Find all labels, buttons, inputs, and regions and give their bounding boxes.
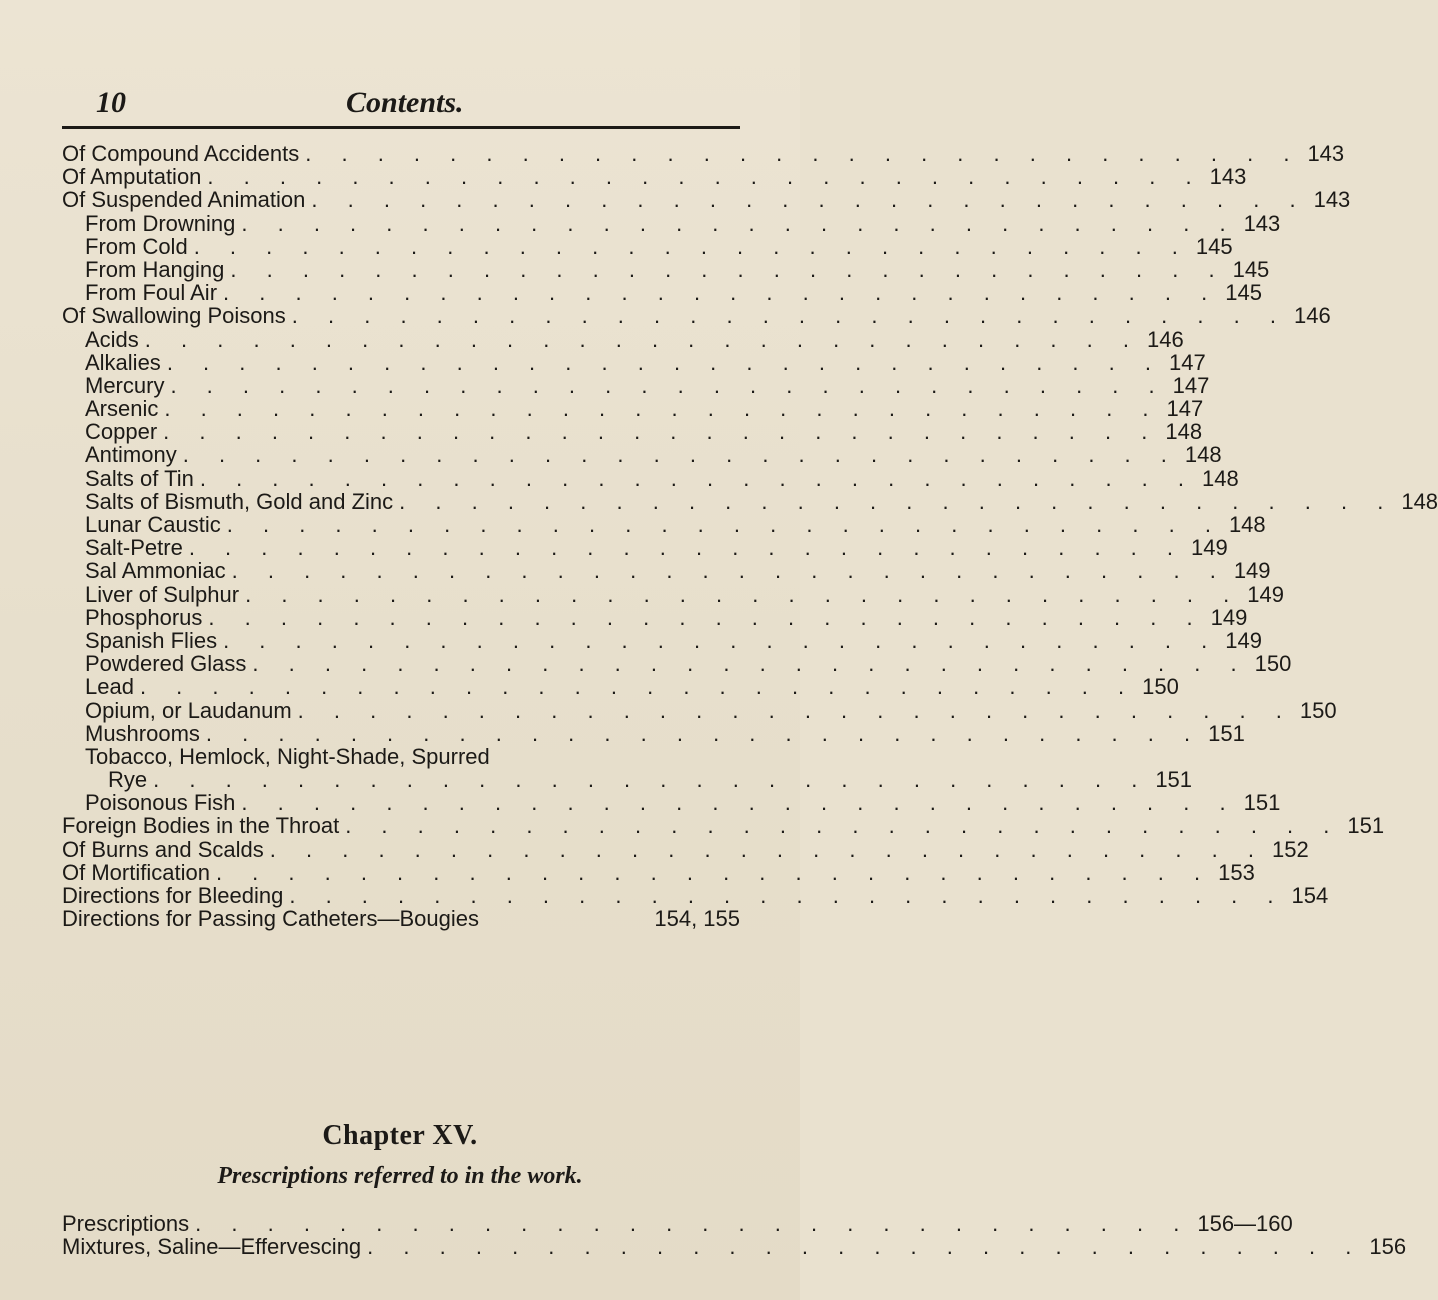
entry-page-number: 149 [1247,581,1284,607]
entry-page-number: 146 [1146,326,1184,352]
contents-entry [62,745,740,768]
dot-leader: . . . . . . . . . . . . . . . . . . . . . . . . . . . . [139,674,1137,700]
running-title: Contents. [346,86,464,119]
entry-page-number: 149 [1225,627,1262,653]
contents-entry [62,790,1281,816]
dot-leader: . . . . . . . . . . . . . . . . . . . . . . . . . . . . [297,697,1294,723]
contents-entry [62,1234,1407,1260]
entry-title: Sal Ammoniac [85,558,226,584]
entry-title: Prescriptions [62,1211,190,1236]
contents-entry [62,372,1210,398]
contents-entry [62,187,1351,213]
dot-leader: . . . . . . . . . . . . . . . . . . . . . . . . . . . . [231,558,1228,584]
dot-leader: . . . . . . . . . . . . . . . . . . . . . . . . . . . . [223,627,1220,653]
dot-leader: . . . . . . . . . . . . . . . . . . . . . . . . . . . . [193,233,1190,259]
entry-page-number: 154, 155 [654,906,740,932]
entry-page-number: 151 [1243,790,1281,816]
entry-title: Phosphorus [85,604,203,630]
dot-leader: . . . . . . . . . . . . . . . . . . . . . . . . . . . . [223,280,1220,306]
entry-title: Arsenic [85,396,159,422]
dot-leader: . . . . . . . . . . . . . . . . . . . . . . . . . . . . [207,164,1204,190]
entry-title: Acids [85,326,139,352]
entry-title: Spanish Flies [85,627,218,653]
entry-page-number: 143 [1209,164,1247,190]
entry-page-number: 152 [1271,836,1309,862]
dot-leader: . . . . . . . . . . . . . . . . . . . . . . . . . . . . [245,581,1242,607]
entry-title: From Cold [85,233,188,259]
dot-leader: . . . . . . . . . . . . . . . . . . . . . . . . . . . . [166,349,1163,375]
dot-leader: . . . . . . . . . . . . . . . . . . . . . . . . . . . . [367,1234,1364,1260]
dot-leader: . . . . . . . . . . . . . . . . . . . . . . . . . . . . [230,256,1227,282]
entry-page-number: 147 [1166,396,1204,422]
contents-entry [62,604,1248,630]
contents-entry [62,349,1206,375]
contents-entry [62,419,1203,445]
dot-leader: . . . . . . . . . . . . . . . . . . . . . . . . . . . . [399,488,1396,514]
entry-title: Foreign Bodies in the Throat [62,813,340,839]
entry-title: Lunar Caustic [85,512,221,537]
dot-leader: . . . . . . . . . . . . . . . . . . . . . . . . . . . . [215,859,1213,885]
entry-page-number: 147 [1169,349,1206,375]
contents-entry [62,164,1247,190]
entry-title: Directions for Bleeding [62,883,284,908]
contents-entry [62,836,1309,862]
entry-title: Powdered Glass [85,651,247,677]
entry-page-number: 149 [1210,604,1248,630]
entry-page-number: 156—160 [1197,1211,1293,1236]
page-number: 10 [96,86,126,119]
entry-page-number: 145 [1225,280,1262,306]
contents-entry [62,488,1438,514]
header-rule [62,126,740,129]
entry-page-number: 156 [1369,1234,1407,1260]
entry-page-number: 145 [1232,256,1270,282]
entry-page-number: 151 [1347,813,1385,839]
dot-leader: . . . . . . . . . . . . . . . . . . . . . . . . . . . . [195,1211,1192,1236]
entry-title: Mercury [85,372,165,398]
entry-title: Poisonous Fish [85,790,236,816]
entry-page-number: 149 [1191,535,1228,561]
contents-entry [62,512,1266,537]
entry-page-number: 150 [1254,651,1292,677]
entry-title: Mushrooms [85,720,200,746]
contents-entry [62,581,1284,607]
dot-leader: . . . . . . . . . . . . . . . . . . . . . . . . . . . . [163,419,1160,445]
chapter-heading: Chapter XV. [322,1120,478,1151]
dot-leader: . . . . . . . . . . . . . . . . . . . . . . . . . . . . [252,651,1249,677]
entry-page-number: 146 [1293,303,1331,329]
entry-title: From Hanging [85,256,225,282]
entry-title: Salts of Bismuth, Gold and Zinc [85,488,394,514]
dot-leader: . . . . . . . . . . . . . . . . . . . . . . . . . . . . [153,767,1150,793]
contents-entry [62,256,1270,282]
entry-title: Salt-Petre [85,535,183,561]
contents-entry [62,697,1337,723]
contents-entry [62,720,1245,746]
contents-entry [62,141,1345,166]
entry-title: Opium, or Laudanum [85,697,292,723]
contents-entry [62,627,1262,653]
entry-page-number: 148 [1184,442,1222,468]
entry-title: From Drowning [85,210,236,236]
entry-page-number: 148 [1401,488,1438,514]
entry-title: Directions for Passing Catheters—Bougies [62,906,479,932]
entry-page-number: 148 [1228,512,1266,537]
dot-leader: . . . . . . . . . . . . . . . . . . . . . . . . . . . . [199,465,1197,491]
entry-page-number: 147 [1172,372,1210,398]
contents-entry [62,465,1239,491]
dot-leader: . . . . . . . . . . . . . . . . . . . . . . . . . . . . [208,604,1205,630]
entry-page-number: 151 [1208,720,1245,746]
entry-title: Antimony [85,442,177,468]
contents-list-2 [62,1211,1407,1260]
contents-entry [62,326,1184,352]
dot-leader: . . . . . . . . . . . . . . . . . . . . . . . . . . . . [205,720,1203,746]
entry-page-number: 153 [1218,859,1255,885]
entry-title: Of Swallowing Poisons [62,303,286,329]
entry-page-number: 143 [1313,187,1351,213]
entry-page-number: 151 [1155,767,1193,793]
contents-entry [62,396,1204,422]
dot-leader: . . . . . . . . . . . . . . . . . . . . . . . . . . . . [164,396,1161,422]
contents-entry [62,651,1292,677]
contents-entry [62,907,740,930]
entry-page-number: 154 [1291,883,1329,908]
entry-page-number: 149 [1233,558,1271,584]
dot-leader: . . . . . . . . . . . . . . . . . . . . . . . . . . . . [305,141,1302,166]
entry-page-number: 148 [1202,465,1239,491]
contents-entry [62,813,1385,839]
contents-entry [62,1211,1293,1236]
contents-entry [62,280,1262,306]
entry-title: Of Amputation [62,164,202,190]
page-header [96,86,746,126]
entry-title: Of Mortification [62,859,210,885]
entry-page-number: 145 [1195,233,1233,259]
contents-entry [62,883,1329,908]
entry-title: Rye [108,767,148,793]
entry-title: Salts of Tin [85,465,194,491]
entry-title: Liver of Sulphur [85,581,240,607]
entry-page-number: 143 [1307,141,1345,166]
contents-entry [62,674,1179,700]
dot-leader: . . . . . . . . . . . . . . . . . . . . . . . . . . . . [269,836,1266,862]
dot-leader: . . . . . . . . . . . . . . . . . . . . . . . . . . . . [345,813,1342,839]
entry-title: Mixtures, Saline—Effervescing [62,1234,362,1260]
dot-leader: . . . . . . . . . . . . . . . . . . . . . . . . . . . . [182,442,1179,468]
contents-entry [62,558,1271,584]
entry-page-number: 150 [1142,674,1179,700]
dot-leader: . . . . . . . . . . . . . . . . . . . . . . . . . . . . [226,512,1223,537]
entry-page-number: 143 [1243,210,1281,236]
entry-page-number: 150 [1299,697,1337,723]
contents-entry [62,442,1222,468]
contents-entry [62,303,1331,329]
dot-leader: . . . . . . . . . . . . . . . . . . . . . . . . . . . . [188,535,1186,561]
dot-leader: . . . . . . . . . . . . . . . . . . . . . . . . . . . . [291,303,1288,329]
chapter-subtitle: Prescriptions referred to in the work. [217,1163,583,1189]
entry-title: Alkalies [85,349,161,375]
dot-leader: . . . . . . . . . . . . . . . . . . . . . . . . . . . . [311,187,1308,213]
dot-leader: . . . . . . . . . . . . . . . . . . . . . . . . . . . . [241,210,1238,236]
contents-list [62,141,1438,932]
entry-title: Lead [85,674,134,700]
entry-title: Copper [85,419,158,445]
dot-leader: . . . . . . . . . . . . . . . . . . . . . . . . . . . . [289,883,1286,908]
contents-entry [62,210,1281,236]
contents-entry [62,859,1255,885]
entry-title: Tobacco, Hemlock, Night-Shade, Spurred [85,743,490,769]
dot-leader: . . . . . . . . . . . . . . . . . . . . . . . . . . . . [241,790,1238,816]
contents-entry [62,233,1233,259]
entry-title: From Foul Air [85,280,218,306]
dot-leader: . . . . . . . . . . . . . . . . . . . . . . . . . . . . [144,326,1141,352]
entry-page-number: 148 [1165,419,1203,445]
entry-title: Of Suspended Animation [62,187,306,213]
contents-entry [62,535,1228,561]
contents-entry [62,767,1193,793]
dot-leader: . . . . . . . . . . . . . . . . . . . . . . . . . . . . [170,372,1167,398]
entry-title: Of Burns and Scalds [62,836,264,862]
entry-title: Of Compound Accidents [62,141,300,166]
